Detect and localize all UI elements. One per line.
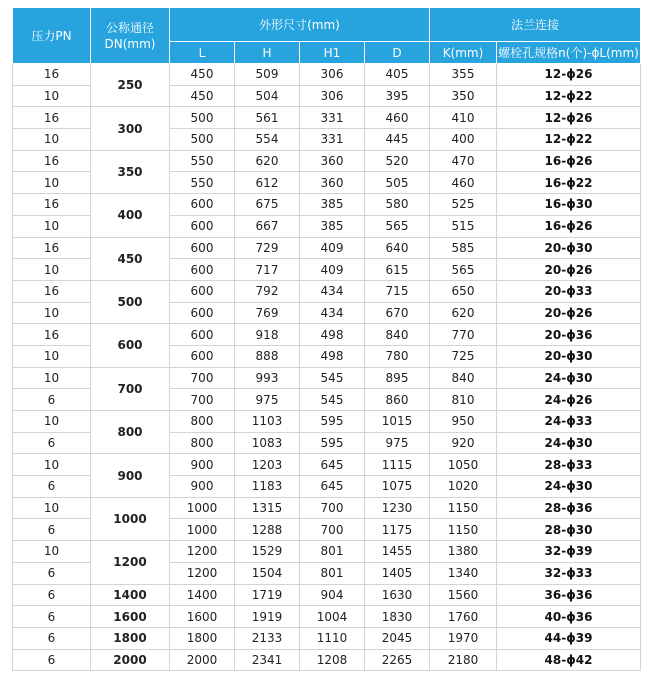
- cell-l: 800: [170, 432, 235, 454]
- cell-k: 1340: [430, 562, 497, 584]
- cell-pressure-pn: 6: [13, 649, 91, 671]
- cell-d: 1405: [365, 562, 430, 584]
- table-row: [13, 107, 641, 129]
- cell-pressure-pn: 10: [13, 367, 91, 389]
- cell-k: 950: [430, 411, 497, 433]
- cell-h1: 409: [300, 237, 365, 259]
- cell-h: 504: [235, 85, 300, 107]
- cell-nominal-diameter: 400: [91, 194, 170, 237]
- cell-l: 600: [170, 324, 235, 346]
- table-row: [13, 541, 641, 563]
- cell-l: 1800: [170, 627, 235, 649]
- cell-l: 1200: [170, 541, 235, 563]
- cell-d: 580: [365, 194, 430, 216]
- cell-pressure-pn: 16: [13, 237, 91, 259]
- header-h1: H1: [300, 42, 365, 64]
- table-body: [13, 64, 641, 671]
- cell-h1: 306: [300, 64, 365, 86]
- cell-pressure-pn: 10: [13, 302, 91, 324]
- cell-d: 975: [365, 432, 430, 454]
- cell-nominal-diameter: 700: [91, 367, 170, 410]
- cell-pressure-pn: 16: [13, 64, 91, 86]
- cell-pressure-pn: 10: [13, 215, 91, 237]
- cell-bolt-spec: 16-ϕ26: [497, 150, 641, 172]
- cell-h1: 1004: [300, 606, 365, 628]
- cell-l: 450: [170, 85, 235, 107]
- cell-d: 395: [365, 85, 430, 107]
- cell-bolt-spec: 32-ϕ33: [497, 562, 641, 584]
- cell-l: 600: [170, 345, 235, 367]
- cell-h1: 331: [300, 129, 365, 151]
- cell-k: 1560: [430, 584, 497, 606]
- cell-k: 410: [430, 107, 497, 129]
- cell-h1: 700: [300, 519, 365, 541]
- cell-bolt-spec: 16-ϕ26: [497, 215, 641, 237]
- cell-h: 1504: [235, 562, 300, 584]
- cell-k: 725: [430, 345, 497, 367]
- cell-bolt-spec: 20-ϕ26: [497, 302, 641, 324]
- cell-nominal-diameter: 250: [91, 64, 170, 107]
- cell-h1: 595: [300, 411, 365, 433]
- cell-l: 700: [170, 367, 235, 389]
- cell-pressure-pn: 16: [13, 194, 91, 216]
- cell-h: 509: [235, 64, 300, 86]
- cell-h1: 385: [300, 194, 365, 216]
- cell-l: 2000: [170, 649, 235, 671]
- cell-bolt-spec: 20-ϕ33: [497, 280, 641, 302]
- cell-d: 405: [365, 64, 430, 86]
- cell-nominal-diameter: 800: [91, 411, 170, 454]
- cell-d: 565: [365, 215, 430, 237]
- header-l: L: [170, 42, 235, 64]
- cell-l: 1000: [170, 497, 235, 519]
- cell-bolt-spec: 24-ϕ33: [497, 411, 641, 433]
- cell-k: 515: [430, 215, 497, 237]
- cell-pressure-pn: 10: [13, 345, 91, 367]
- header-row-top: [13, 8, 641, 42]
- cell-h: 1719: [235, 584, 300, 606]
- cell-k: 920: [430, 432, 497, 454]
- cell-nominal-diameter: 1800: [91, 627, 170, 649]
- cell-l: 550: [170, 172, 235, 194]
- cell-bolt-spec: 40-ϕ36: [497, 606, 641, 628]
- cell-h1: 700: [300, 497, 365, 519]
- cell-l: 600: [170, 302, 235, 324]
- cell-pressure-pn: 6: [13, 562, 91, 584]
- cell-h: 1083: [235, 432, 300, 454]
- cell-bolt-spec: 24-ϕ26: [497, 389, 641, 411]
- cell-h1: 498: [300, 345, 365, 367]
- header-pressure-pn: 压力PN: [13, 8, 91, 64]
- cell-d: 615: [365, 259, 430, 281]
- cell-pressure-pn: 6: [13, 389, 91, 411]
- cell-d: 520: [365, 150, 430, 172]
- cell-h: 1103: [235, 411, 300, 433]
- cell-pressure-pn: 16: [13, 150, 91, 172]
- cell-h: 1288: [235, 519, 300, 541]
- cell-h1: 360: [300, 172, 365, 194]
- cell-d: 1230: [365, 497, 430, 519]
- cell-h: 888: [235, 345, 300, 367]
- cell-nominal-diameter: 1600: [91, 606, 170, 628]
- cell-h1: 331: [300, 107, 365, 129]
- cell-pressure-pn: 10: [13, 497, 91, 519]
- cell-k: 565: [430, 259, 497, 281]
- cell-h: 1183: [235, 476, 300, 498]
- cell-h1: 1110: [300, 627, 365, 649]
- cell-h: 561: [235, 107, 300, 129]
- cell-nominal-diameter: 600: [91, 324, 170, 367]
- cell-k: 2180: [430, 649, 497, 671]
- cell-k: 810: [430, 389, 497, 411]
- cell-h: 612: [235, 172, 300, 194]
- cell-d: 640: [365, 237, 430, 259]
- cell-h: 918: [235, 324, 300, 346]
- cell-pressure-pn: 10: [13, 454, 91, 476]
- cell-l: 550: [170, 150, 235, 172]
- table-row: [13, 649, 641, 671]
- cell-h: 620: [235, 150, 300, 172]
- cell-bolt-spec: 20-ϕ36: [497, 324, 641, 346]
- table-row: [13, 454, 641, 476]
- cell-nominal-diameter: 900: [91, 454, 170, 497]
- cell-bolt-spec: 32-ϕ39: [497, 541, 641, 563]
- cell-nominal-diameter: 500: [91, 280, 170, 323]
- cell-d: 1015: [365, 411, 430, 433]
- cell-nominal-diameter: 1200: [91, 541, 170, 584]
- cell-h1: 409: [300, 259, 365, 281]
- cell-bolt-spec: 48-ϕ42: [497, 649, 641, 671]
- header-flange-connection: 法兰连接: [430, 8, 641, 42]
- cell-k: 400: [430, 129, 497, 151]
- table-row: [13, 237, 641, 259]
- table-row: [13, 584, 641, 606]
- cell-bolt-spec: 12-ϕ22: [497, 85, 641, 107]
- cell-k: 355: [430, 64, 497, 86]
- cell-bolt-spec: 16-ϕ30: [497, 194, 641, 216]
- cell-k: 585: [430, 237, 497, 259]
- cell-nominal-diameter: 300: [91, 107, 170, 150]
- table-row: [13, 64, 641, 86]
- cell-k: 525: [430, 194, 497, 216]
- cell-d: 670: [365, 302, 430, 324]
- cell-nominal-diameter: 1000: [91, 497, 170, 540]
- cell-h: 2341: [235, 649, 300, 671]
- cell-k: 620: [430, 302, 497, 324]
- cell-h: 554: [235, 129, 300, 151]
- cell-l: 1200: [170, 562, 235, 584]
- cell-d: 780: [365, 345, 430, 367]
- valve-dimension-table: [12, 7, 641, 671]
- cell-h: 1203: [235, 454, 300, 476]
- cell-pressure-pn: 10: [13, 259, 91, 281]
- cell-bolt-spec: 24-ϕ30: [497, 476, 641, 498]
- cell-pressure-pn: 16: [13, 324, 91, 346]
- table-row: [13, 194, 641, 216]
- cell-nominal-diameter: 2000: [91, 649, 170, 671]
- cell-pressure-pn: 10: [13, 129, 91, 151]
- cell-bolt-spec: 24-ϕ30: [497, 367, 641, 389]
- cell-pressure-pn: 6: [13, 627, 91, 649]
- cell-d: 445: [365, 129, 430, 151]
- cell-l: 900: [170, 476, 235, 498]
- cell-k: 1050: [430, 454, 497, 476]
- cell-h: 675: [235, 194, 300, 216]
- cell-l: 700: [170, 389, 235, 411]
- cell-bolt-spec: 20-ϕ30: [497, 237, 641, 259]
- cell-h1: 1208: [300, 649, 365, 671]
- cell-h1: 434: [300, 302, 365, 324]
- cell-d: 1830: [365, 606, 430, 628]
- cell-k: 1760: [430, 606, 497, 628]
- cell-l: 450: [170, 64, 235, 86]
- cell-bolt-spec: 28-ϕ33: [497, 454, 641, 476]
- header-h: H: [235, 42, 300, 64]
- header-dn-line2: DN(mm): [104, 36, 156, 51]
- table-row: [13, 324, 641, 346]
- cell-l: 600: [170, 194, 235, 216]
- cell-pressure-pn: 10: [13, 172, 91, 194]
- cell-l: 600: [170, 215, 235, 237]
- cell-l: 900: [170, 454, 235, 476]
- cell-bolt-spec: 12-ϕ22: [497, 129, 641, 151]
- cell-d: 1115: [365, 454, 430, 476]
- cell-h: 1315: [235, 497, 300, 519]
- cell-k: 1150: [430, 519, 497, 541]
- cell-bolt-spec: 20-ϕ26: [497, 259, 641, 281]
- cell-bolt-spec: 36-ϕ36: [497, 584, 641, 606]
- cell-bolt-spec: 44-ϕ39: [497, 627, 641, 649]
- cell-k: 1150: [430, 497, 497, 519]
- cell-h: 717: [235, 259, 300, 281]
- cell-k: 1020: [430, 476, 497, 498]
- cell-l: 600: [170, 280, 235, 302]
- cell-pressure-pn: 6: [13, 584, 91, 606]
- header-bolt-hole-spec: 螺栓孔规格n(个)-ϕL(mm): [497, 42, 641, 64]
- header-d: D: [365, 42, 430, 64]
- cell-pressure-pn: 16: [13, 107, 91, 129]
- cell-k: 650: [430, 280, 497, 302]
- cell-h: 792: [235, 280, 300, 302]
- cell-l: 1000: [170, 519, 235, 541]
- cell-h1: 801: [300, 562, 365, 584]
- cell-d: 460: [365, 107, 430, 129]
- cell-h1: 904: [300, 584, 365, 606]
- cell-h1: 595: [300, 432, 365, 454]
- cell-nominal-diameter: 450: [91, 237, 170, 280]
- cell-h1: 545: [300, 389, 365, 411]
- cell-pressure-pn: 16: [13, 280, 91, 302]
- cell-h1: 360: [300, 150, 365, 172]
- cell-bolt-spec: 24-ϕ30: [497, 432, 641, 454]
- cell-h1: 498: [300, 324, 365, 346]
- cell-h: 1919: [235, 606, 300, 628]
- cell-l: 600: [170, 237, 235, 259]
- cell-h1: 645: [300, 454, 365, 476]
- cell-h1: 545: [300, 367, 365, 389]
- header-k: K(mm): [430, 42, 497, 64]
- cell-bolt-spec: 16-ϕ22: [497, 172, 641, 194]
- cell-k: 770: [430, 324, 497, 346]
- cell-l: 1400: [170, 584, 235, 606]
- cell-d: 715: [365, 280, 430, 302]
- table-row: [13, 367, 641, 389]
- cell-l: 800: [170, 411, 235, 433]
- cell-h: 2133: [235, 627, 300, 649]
- cell-bolt-spec: 12-ϕ26: [497, 107, 641, 129]
- cell-k: 840: [430, 367, 497, 389]
- cell-pressure-pn: 6: [13, 432, 91, 454]
- cell-pressure-pn: 6: [13, 519, 91, 541]
- cell-h: 667: [235, 215, 300, 237]
- cell-pressure-pn: 10: [13, 411, 91, 433]
- cell-bolt-spec: 20-ϕ30: [497, 345, 641, 367]
- cell-pressure-pn: 6: [13, 476, 91, 498]
- cell-d: 2045: [365, 627, 430, 649]
- header-outline-dimensions: 外形尺寸(mm): [170, 8, 430, 42]
- table-row: [13, 280, 641, 302]
- cell-pressure-pn: 10: [13, 85, 91, 107]
- table-row: [13, 627, 641, 649]
- cell-k: 350: [430, 85, 497, 107]
- table-row: [13, 497, 641, 519]
- cell-d: 1455: [365, 541, 430, 563]
- cell-nominal-diameter: 1400: [91, 584, 170, 606]
- cell-l: 500: [170, 107, 235, 129]
- cell-h1: 801: [300, 541, 365, 563]
- cell-pressure-pn: 10: [13, 541, 91, 563]
- cell-bolt-spec: 12-ϕ26: [497, 64, 641, 86]
- table-row: [13, 411, 641, 433]
- cell-d: 895: [365, 367, 430, 389]
- cell-k: 1970: [430, 627, 497, 649]
- table-row: [13, 150, 641, 172]
- cell-h: 729: [235, 237, 300, 259]
- cell-h1: 385: [300, 215, 365, 237]
- cell-h1: 434: [300, 280, 365, 302]
- cell-nominal-diameter: 350: [91, 150, 170, 193]
- header-nominal-diameter: [91, 8, 170, 64]
- cell-bolt-spec: 28-ϕ30: [497, 519, 641, 541]
- cell-l: 600: [170, 259, 235, 281]
- cell-h: 769: [235, 302, 300, 324]
- cell-d: 840: [365, 324, 430, 346]
- cell-h: 975: [235, 389, 300, 411]
- cell-d: 2265: [365, 649, 430, 671]
- cell-pressure-pn: 6: [13, 606, 91, 628]
- cell-h1: 645: [300, 476, 365, 498]
- cell-h: 1529: [235, 541, 300, 563]
- cell-h: 993: [235, 367, 300, 389]
- cell-d: 860: [365, 389, 430, 411]
- cell-d: 505: [365, 172, 430, 194]
- table-row: [13, 606, 641, 628]
- cell-k: 1380: [430, 541, 497, 563]
- cell-d: 1175: [365, 519, 430, 541]
- cell-bolt-spec: 28-ϕ36: [497, 497, 641, 519]
- cell-k: 460: [430, 172, 497, 194]
- cell-d: 1075: [365, 476, 430, 498]
- cell-l: 1600: [170, 606, 235, 628]
- header-dn-line1: 公称通径: [105, 20, 154, 35]
- cell-k: 470: [430, 150, 497, 172]
- cell-d: 1630: [365, 584, 430, 606]
- cell-h1: 306: [300, 85, 365, 107]
- cell-l: 500: [170, 129, 235, 151]
